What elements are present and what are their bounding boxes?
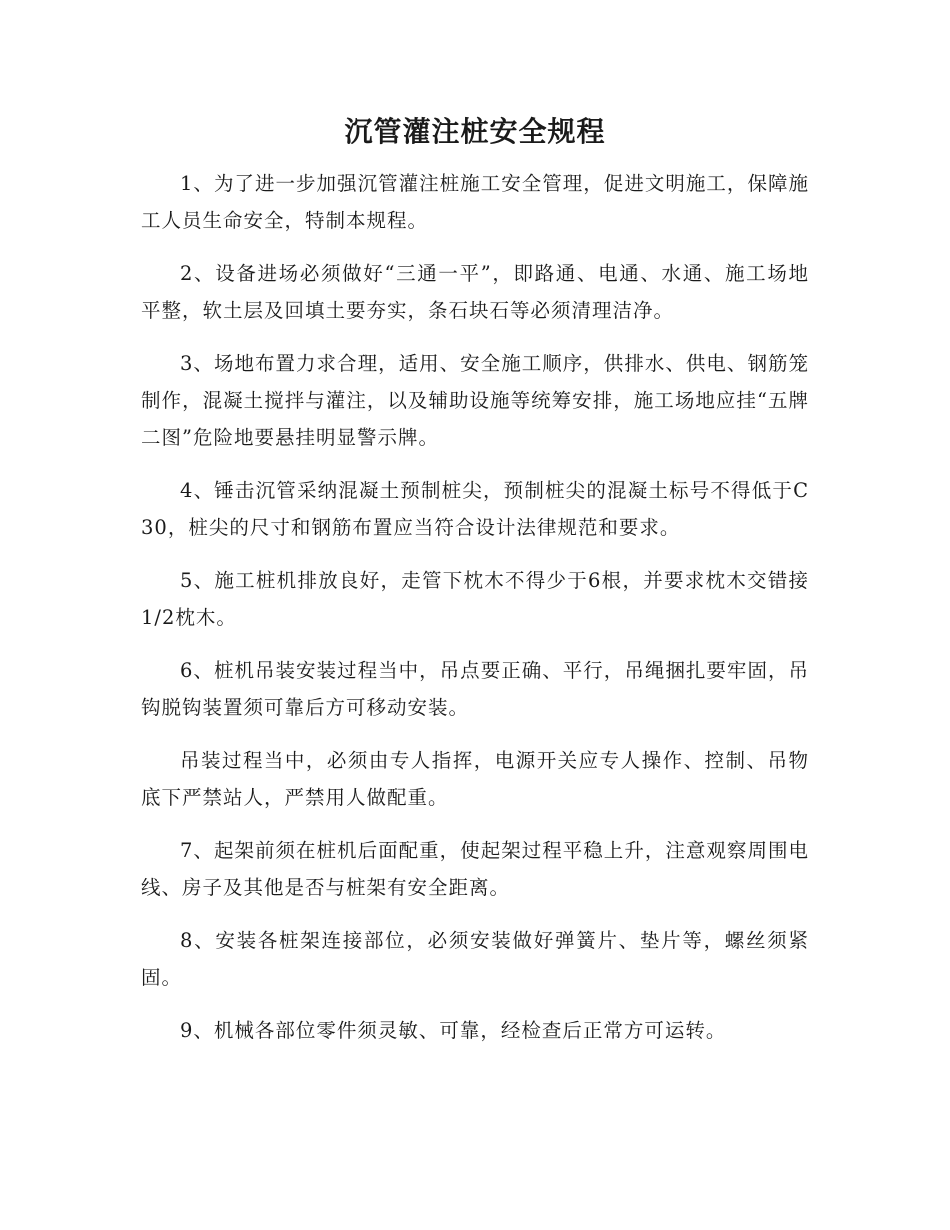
paragraph-6-note: 吊装过程当中，必须由专人指挥，电源开关应专人操作、控制、吊物底下严禁站人，严禁用人做配重。 xyxy=(141,749,809,809)
paragraph-1: 1、为了进一步加强沉管灌注桩施工安全管理，促进文明施工，保障施工人员生命安全，特制本规程。 xyxy=(141,172,809,232)
paragraph-4: 4、锤击沉管采纳混凝土预制桩尖，预制桩尖的混凝土标号不得低于C30，桩尖的尺寸和钢筋布置应当符合设计法律规范和要求。 xyxy=(141,479,809,539)
document-title: 沉管灌注桩安全规程 xyxy=(344,115,606,148)
paragraph-6: 6、桩机吊装安装过程当中，吊点要正确、平行，吊绳捆扎要牢固，吊钩脱钩装置须可靠后方可移动安装。 xyxy=(141,659,809,719)
document-body xyxy=(141,165,809,1065)
paragraph-5: 5、施工桩机排放良好，走管下枕木不得少于6根，并要求枕木交错接1/2枕木。 xyxy=(141,569,809,629)
paragraph-7: 7、起架前须在桩机后面配重，使起架过程平稳上升，注意观察周围电线、房子及其他是否与桩架有安全距离。 xyxy=(141,839,809,899)
paragraph-2: 2、设备进场必须做好“三通一平”，即路通、电通、水通、施工场地平整，软土层及回填土要夯实，条石块石等必须清理洁净。 xyxy=(141,262,809,322)
paragraph-8: 8、安装各桩架连接部位，必须安装做好弹簧片、垫片等，螺丝须紧固。 xyxy=(141,929,809,989)
paragraph-9: 9、机械各部位零件须灵敏、可靠，经检查后正常方可运转。 xyxy=(180,1019,727,1042)
paragraph-3: 3、场地布置力求合理，适用、安全施工顺序，供排水、供电、钢筋笼制作，混凝土搅拌与灌注，以及辅助设施等统筹安排，施工场地应挂“五牌二图”危险地要悬挂明显警示牌。 xyxy=(141,352,809,449)
